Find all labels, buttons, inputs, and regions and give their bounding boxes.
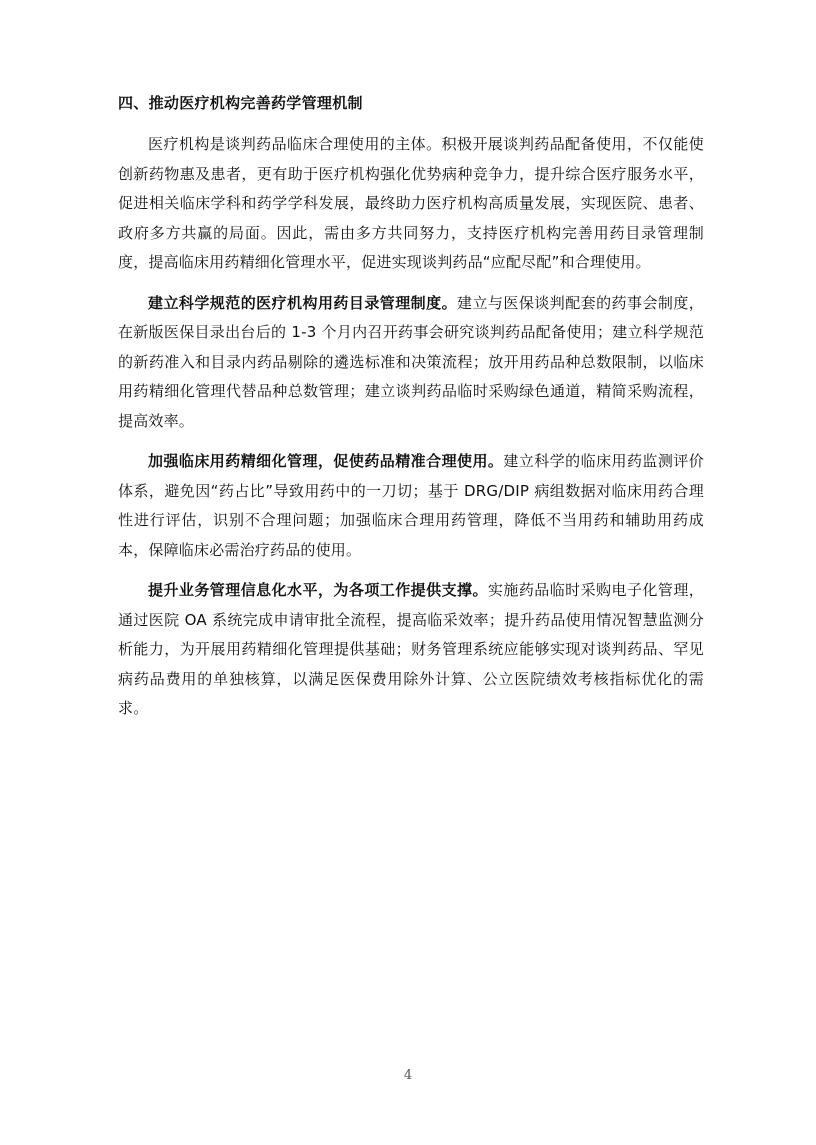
paragraph [118,576,704,724]
paragraph-lead: 提升业务管理信息化水平，为各项工作提供支撑。 [148,581,488,599]
page-content [118,90,704,735]
paragraph-lead: 建立科学规范的医疗机构用药目录管理制度。 [148,293,458,312]
paragraph [118,130,704,278]
paragraph-lead: 加强临床用药精细化管理，促使药品精准合理使用。 [148,452,504,470]
paragraph-text: 建立科学的临床用药监测评价体系，避免因“药占比”导致用药中的一刀切；基于 DRG/DIP 病组数据对临床用药合理性进行评估，识别不合理问题；加强临床合理用药管理，降低不当用药和辅助用药成本，保障临床必需治疗药品的使用。 [118,452,704,559]
section-heading: 四、推动医疗机构完善药学管理机制 [118,94,363,112]
page-number: 4 [403,1068,413,1083]
paragraph [118,447,704,565]
paragraph-text: 实施药品临时采购电子化管理，通过医院 OA 系统完成申请审批全流程，提高临采效率；提升药品使用情况智慧监测分析能力，为开展用药精细化管理提供基础；财务管理系统应能够实现对谈判药品、罕见病药品费用的单独核算，以满足医保费用除外计算、公立医院绩效考核指标优化的需求。 [118,581,704,717]
paragraph-text: 医疗机构是谈判药品临床合理使用的主体。积极开展谈判药品配备使用，不仅能使创新药物惠及患者，更有助于医疗机构强化优势病种竞争力，提升综合医疗服务水平，促进相关临床学科和药学学科发展，最终助力医疗机构高质量发展，实现医院、患者、政府多方共赢的局面。因此，需由多方共同努力，支持医疗机构完善用药目录管理制度，提高临床用药精细化管理水平，促进实现谈判药品“应配尽配”和合理使用。 [118,135,704,271]
paragraph [118,289,704,437]
paragraph-text: 建立与医保谈判配套的药事会制度，在新版医保目录出台后的 1-3 个月内召开药事会研究谈判药品配备使用；建立科学规范的新药准入和目录内药品剔除的遴选标准和决策流程；放开用药品种总数限制，以临床用药精细化管理代替品种总数管理；建立谈判药品临时采购绿色通道，精简采购流程，提高效率。 [118,293,704,430]
